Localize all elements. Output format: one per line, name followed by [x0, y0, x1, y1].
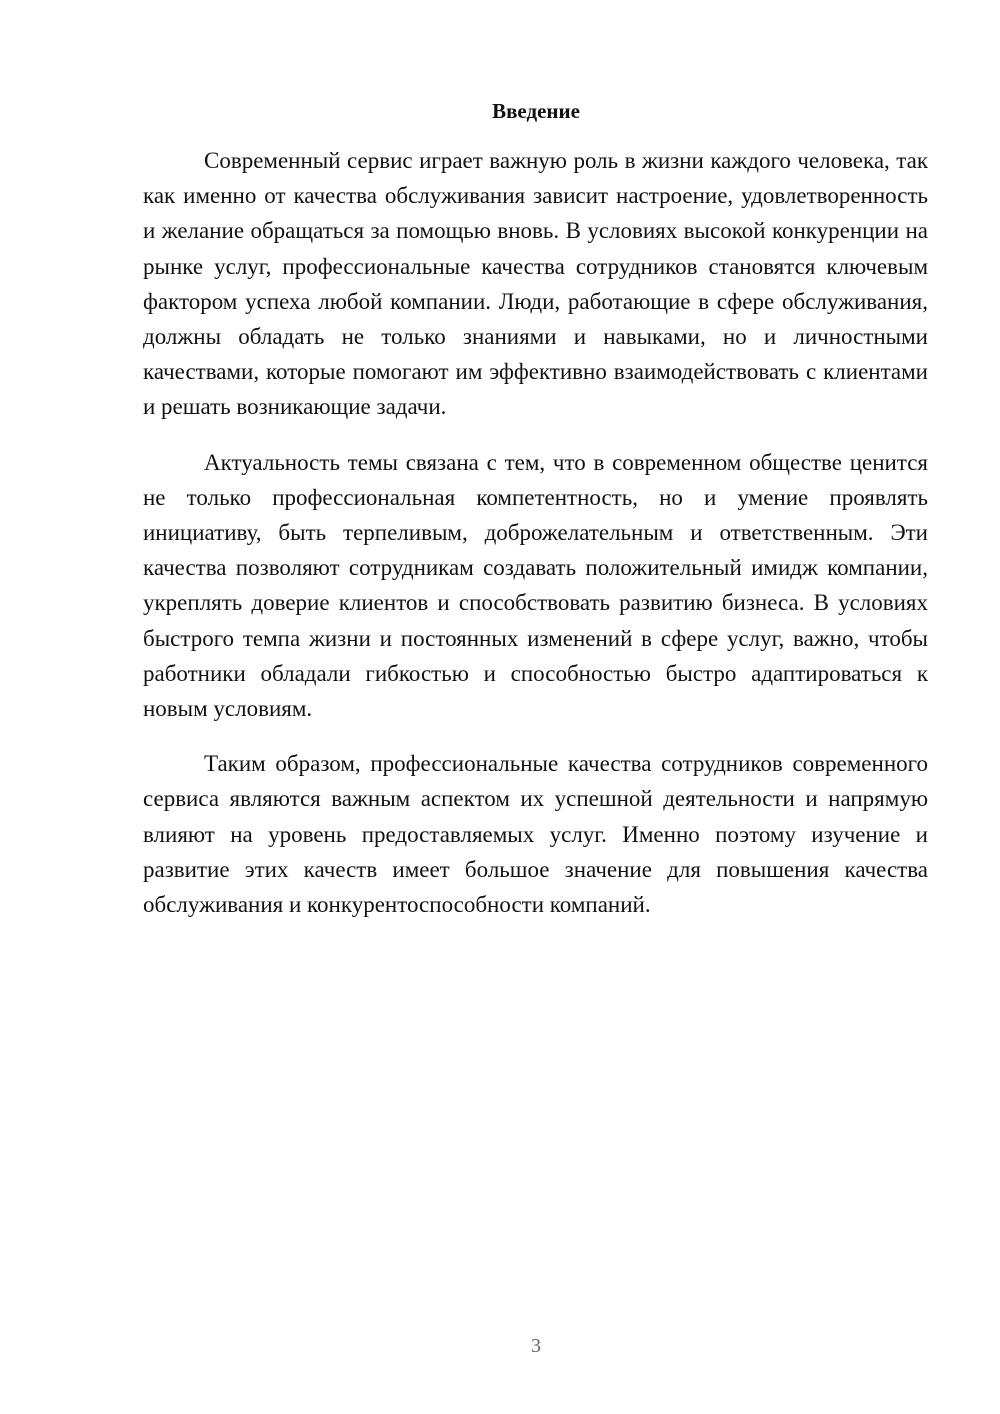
page-number: 3 [531, 1335, 541, 1357]
body-text [143, 143, 928, 942]
paragraph-3: Таким образом, профессиональные качества сотрудников современного сервиса являются важным аспектом их успешной деятельности и напрямую влияют на уровень предоставляемых услуг. Именно поэтому изучение и развитие этих качеств имеет большое значение для повышения качества обслуживания и конкурентоспособности компаний. [143, 751, 928, 918]
paragraph-1: Современный сервис играет важную роль в жизни каждого человека, так как именно от качества обслуживания зависит настроение, удовлетворенность и желание обращаться за помощью вновь. В условиях высокой конкуренции на рынке услуг, профессиональные качества сотрудников становятся ключевым фактором успеха любой компании. Люди, работающие в сфере обслуживания, должны обладать не только знаниями и навыками, но и личностными качествами, которые помогают им эффективно взаимодействовать с клиентами и решать возникающие задачи. [143, 148, 928, 420]
paragraph-2: Актуальность темы связана с тем, что в современном обществе ценится не только профессиональная компетентность, но и умение проявлять инициативу, быть терпеливым, доброжелательным и ответственным. Эти качества позволяют сотрудникам создавать положительный имидж компании, укреплять доверие клиентов и способствовать развитию бизнеса. В условиях быстрого темпа жизни и постоянных изменений в сфере услуг, важно, чтобы работники обладали гибкостью и способностью быстро адаптироваться к новым условиям. [143, 449, 928, 722]
page-title: Введение [492, 99, 580, 123]
